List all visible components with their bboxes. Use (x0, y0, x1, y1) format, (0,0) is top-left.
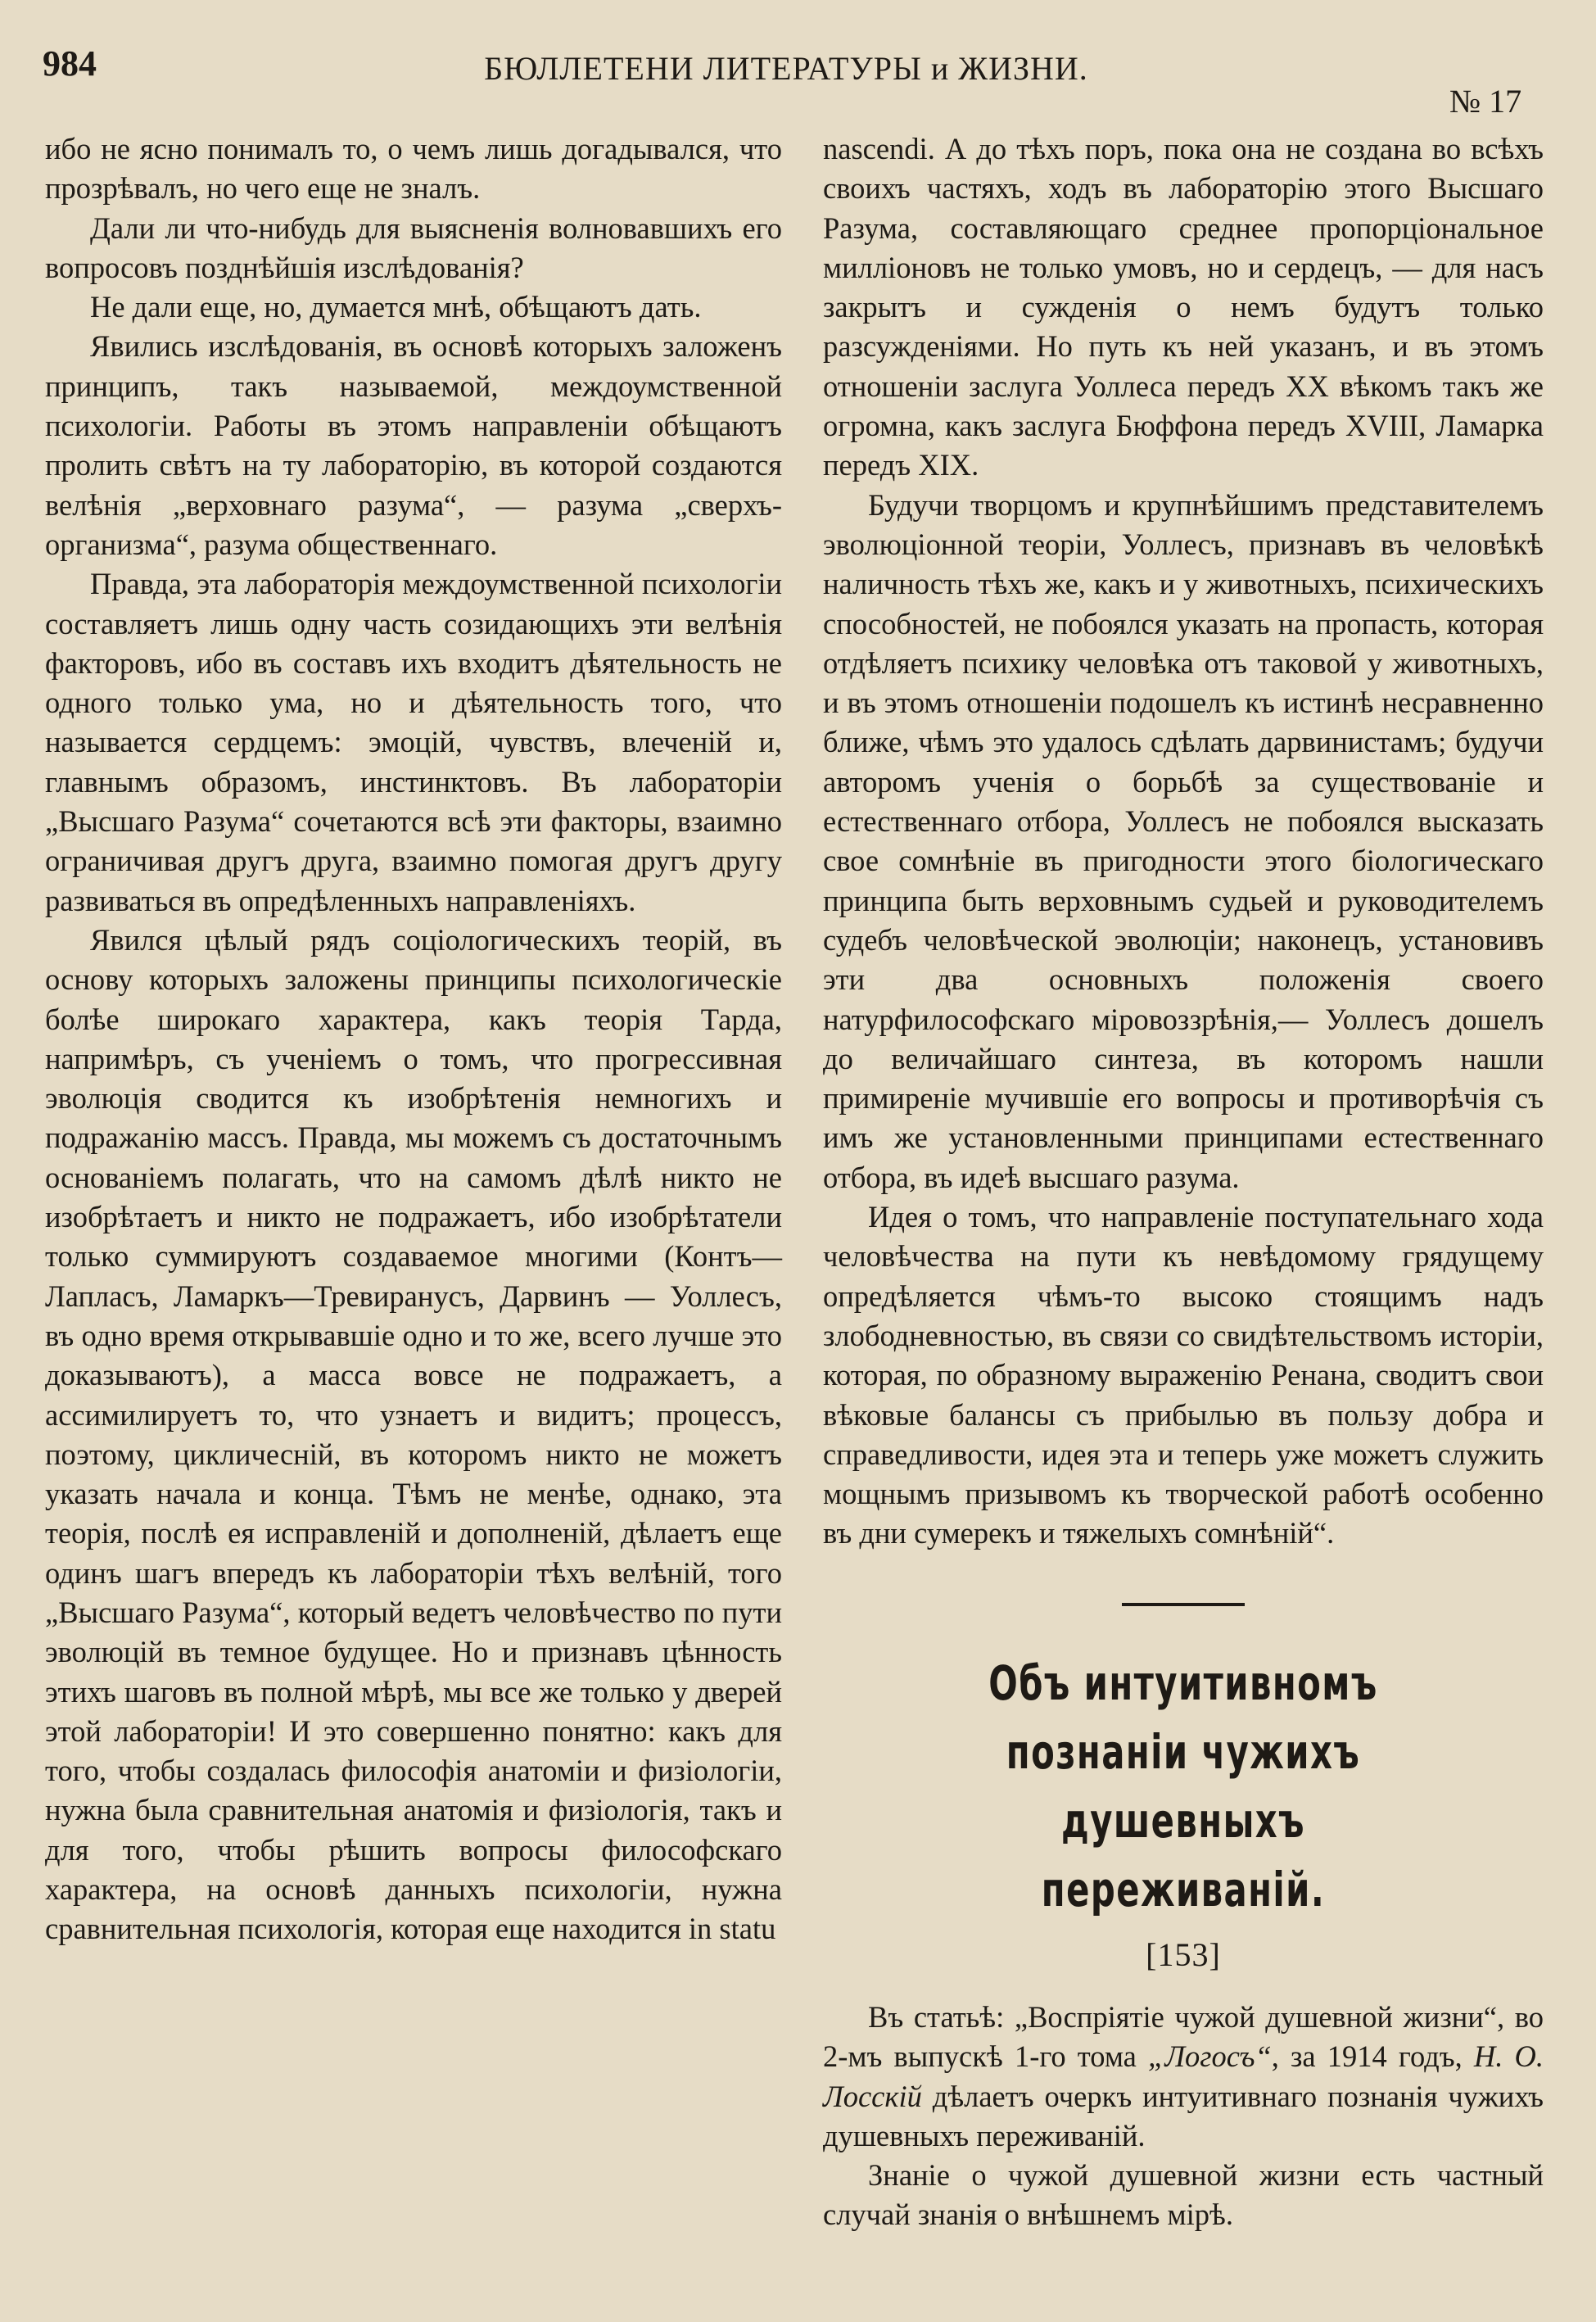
paragraph: Дали ли что-нибудь для выясненія волновавшихъ его вопросовъ позднѣйшія изслѣдованія? (45, 210, 782, 284)
paragraph: Не дали еще, но, думается мнѣ, обѣщаютъ дать. (90, 290, 702, 324)
page-number: 984 (43, 43, 97, 84)
article-number: [153] (1146, 1935, 1221, 1973)
paragraph: Идея о томъ, что направленіе поступательнаго хода человѣчества на пути къ невѣдомому грядущему опредѣляется чѣмъ-то высоко стоящимъ надъ злободневностью, въ связи со свидѣтельствомъ исторіи, которая, по образному выраженію Ренана, сводитъ свои вѣковые балансы съ прибылью въ пользу добра и справедливости, идея эта и теперь уже можетъ служить мощнымъ призывомъ къ творческой работѣ особенно въ дни сумерекъ и тяжелыхъ сомнѣній“. (823, 1200, 1544, 1550)
left-column (45, 129, 782, 1949)
paragraph (823, 1998, 1544, 2156)
paragraph-text: дѣлаетъ очеркъ интуитивнаго познанія чужихъ душевныхъ переживаній. (823, 2079, 1544, 2152)
article-title: Объ интуитивномъ познаніи чужихъ душевныхъ переживаній. (988, 1654, 1378, 1917)
paragraph: Явился цѣлый рядъ соціологическихъ теорій, въ основу которыхъ заложены принципы психологическіе болѣе широкаго характера, какъ теорія Тарда, напримѣръ, съ ученіемъ о томъ, что прогрессивная эволюція сводится къ изобрѣтенія немногихъ и подражанію массъ. Правда, мы можемъ съ достаточнымъ основаніемъ полагать, что на самомъ дѣлѣ никто не изобрѣтаетъ и никто не подражаетъ, ибо изобрѣтатели только суммируютъ создаваемое многими (Контъ—Лапласъ, Ламаркъ—Тревиранусъ, Дарвинъ — Уоллесъ, въ одно время открывавшіе одно и то же, всего лучше это доказываютъ), а масса вовсе не подражаетъ, а ассимилируетъ то, что узнаетъ и видитъ; процессъ, поэтому, цикличесній, въ которомъ никто не можетъ указать начала и конца. Тѣмъ не менѣе, однако, эта теорія, послѣ ея исправленій и дополненій, дѣлаетъ еще одинъ шагъ впередъ къ лабораторіи тѣхъ велѣній, того „Высшаго Разума“, который ведетъ человѣчество по пути эволюцій въ темное будущее. Но и признавъ цѣнность этихъ шаговъ въ полной мѣрѣ, мы все же только у дверей этой лабораторіи! И это совершенно понятно: какъ для того, чтобы создалась философія анатоміи и физіологіи, нужна была сравнительная анатомія и физіологія, такъ и для того, чтобы рѣшить вопросы философскаго характера, на основѣ данныхъ психологіи, нужна сравнительная психологія, которая еще находится in statu (45, 922, 782, 1946)
journal-title: „Логосъ“ (1148, 2039, 1272, 2074)
section-divider (1122, 1603, 1245, 1606)
paragraph-text: Въ статьѣ: „Воспріятіе чужой душевной жизни“, во 2-мъ выпускѣ 1-го тома (823, 1999, 1544, 2074)
right-column (823, 129, 1544, 2235)
paragraph: Явились изслѣдованія, въ основѣ которыхъ заложенъ принципъ, такъ называемой, междоумственной психологіи. Работы въ этомъ направленіи обѣщаютъ пролить свѣтъ на ту лабораторію, въ которой создаются велѣнія „верховнаго разума“, — разума „сверхъ-организма“, разума общественнаго. (45, 329, 782, 561)
paragraph: Правда, эта лабораторія междоумственной психологіи составляетъ лишь одну часть созидающихъ эти велѣнія факторовъ, ибо въ составъ ихъ входитъ дѣятельность не одного только ума, но и дѣятельность того, что называется сердцемъ: эмоцій, чувствъ, влеченій и, главнымъ образомъ, инстинктовъ. Въ лабораторіи „Высшаго Разума“ сочетаются всѣ эти факторы, взаимно ограничивая другъ друга, взаимно помогая другъ другу развиваться въ опредѣленныхъ направленіяхъ. (45, 567, 782, 917)
paragraph: Будучи творцомъ и крупнѣйшимъ представителемъ эволюціонной теоріи, Уоллесъ, признавъ въ человѣкѣ наличность тѣхъ же, какъ и у животныхъ, психическихъ способностей, не побоялся указать на пропасть, которая отдѣляетъ психику человѣка отъ таковой у животныхъ, и въ этомъ отношеніи подошелъ къ истинѣ несравненно ближе, чѣмъ это удалось сдѣлать дарвинистамъ; будучи авторомъ ученія о борьбѣ за существованіе и естественнаго отбора, Уоллесъ не побоялся высказать свое сомнѣніе въ пригодности этого біологическаго принципа быть верховнымъ судьей и руководителемъ судебъ человѣческой эволюціи; наконецъ, установивъ эти два основныхъ положенія своего натурфилософскаго міровоззрѣнія,— Уоллесъ дошелъ до величайшаго синтеза, въ которомъ нашли примиреніе мучившіе его вопросы и противорѣчія съ имъ же установленными принципами естественнаго отбора, въ идеѣ высшаго разума. (823, 487, 1544, 1194)
paragraph-text: , за 1914 годъ, (1271, 2039, 1474, 2074)
paragraph: nascendi. А до тѣхъ поръ, пока она не создана во всѣхъ своихъ частяхъ, ходъ въ лабораторію этого Высшаго Разума, составляющаго среднее пропорціональное милліоновъ не только умовъ, но и сердецъ, — для насъ закрытъ и сужденія о немъ будутъ только разсужденіями. Но путь къ ней указанъ, и въ этомъ отношеніи заслуга Уоллеса передъ XX вѣкомъ такъ же огромна, какъ заслуга Бюффона передъ XVIII, Ламарка передъ XIX. (823, 132, 1544, 482)
paragraph: ибо не ясно понималъ то, о чемъ лишь догадывался, что прозрѣвалъ, но чего еще не зналъ. (45, 132, 782, 206)
author-name: Н. О. Лосскій (823, 2039, 1544, 2113)
paragraph: Знаніе о чужой душевной жизни есть частный случай знанія о внѣшнемъ мірѣ. (823, 2158, 1544, 2232)
page-header (0, 0, 1596, 120)
running-title: БЮЛЛЕТЕНИ ЛИТЕРАТУРЫ и ЖИЗНИ. (484, 50, 1088, 87)
issue-number: № 17 (1449, 83, 1522, 120)
